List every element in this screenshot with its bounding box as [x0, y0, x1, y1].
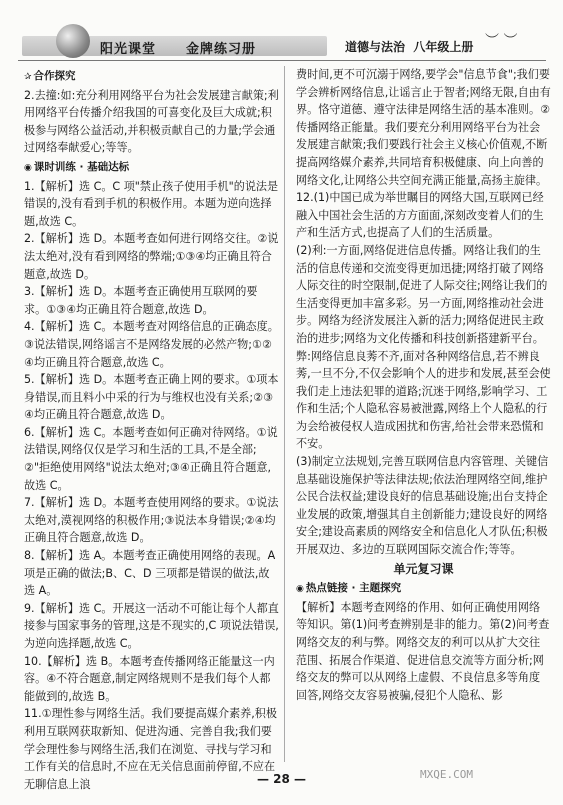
- birds-icon: ︶ ︶: [485, 33, 518, 49]
- page-number: — 28 —: [256, 772, 307, 786]
- section-label: 热点链接 · 主题探究: [305, 582, 402, 595]
- section-label: 课时训练 · 基础达标: [33, 160, 130, 173]
- answer-7: 7.【解析】选 D。本题考查使用网络的要求。①说法太绝对,漠视网络的积极作用;③说法本身错误;②④均正确且符合题意,故选 D。: [24, 496, 279, 545]
- answer-12-part1: 12.(1)中国已成为举世瞩目的网络大国,互联网已经融入中国社会生活的方方面面,深刻改变着人们的生产和生活方式,也提高了人们的生活质量。: [296, 191, 544, 240]
- book-title: 金牌练习册: [186, 42, 257, 57]
- answer-6: 6.【解析】选 C。本题考查如何正确对待网络。①说法错误,网络仅仅是学习和生活的工具,不是全部;②"拒绝使用网络"说法太绝对;③④正确且符合题意,故选 C。: [24, 425, 278, 492]
- star-icon: ✰: [24, 72, 32, 82]
- paragraph-continued: 费时间,更不可沉溺于网络,要学会"信息节食";我们要学会辨析网络信息,让谣言止于智者;网络无限,自由有界。恪守道德、遵守法律是网络生活的基本准则。②传播网络正能量。我们要充分利用网络平台为社会发展建言献策;我们要践行社会主义核心价值观,不断提高网络媒介素养,共同培育积极健康、向上向善的网络文化,让网络公共空间充满正能量,高扬主旋律。: [296, 68, 551, 187]
- section-heading-cooperation: [24, 68, 279, 87]
- right-column: [296, 66, 551, 704]
- column-divider: [284, 66, 285, 762]
- answer-1: 1.【解析】选 C。C 项"禁止孩子使用手机"的说法是错误的,没有看到手机的积极作用。本题为逆向选择题,故选 C。: [24, 179, 279, 228]
- page-header: [0, 0, 563, 62]
- answer-12-part2: (2)利:一方面,网络促进信息传播。网络让我们的生活的信息传递和交流变得更加迅捷;网络打破了网络人际交往的时空限制,促进了人际交往;网络让我们的生活变得更加丰富多彩。另一方面,网络推动社会进步。网络为经济发展注入新的活力;网络促进民主政治的进步;网络为文化传播和科技创新搭建新平台。弊:网络信息良莠不齐,面对各种网络信息,若不辨良莠,一旦不分,不仅会影响个人的进步和发展,甚至会使我们走上违法犯罪的道路;沉迷于网络,影响学习、工作和生活;个人隐私容易被泄露,网络上个人隐私的行为会给被侵权人造成困扰和伤害,给社会带来恐慌和不安。: [296, 243, 551, 451]
- answer-10: 10.【解析】选 B。本题考查传播网络正能量这一内容。④不符合题意,制定网络规则不是我们每个人都能做到的,故选 B。: [24, 654, 275, 703]
- unit-review-title: 单元复习课: [393, 561, 454, 576]
- brand-title: 阳光课堂: [100, 42, 157, 57]
- section-label: 合作探究: [33, 70, 76, 82]
- review-analysis: 【解析】本题考查网络的作用、如何正确使用网络等知识。第(1)问考查辨别是非的能力。第(2)问考查网络交友的利与弊。网络交友的利可以从扩大交往范围、拓展合作渠道、促进信息交流等方面分析;网络交友的弊可以从网络上虚假、不良信息多等角度回答,网络交友容易被骗,侵犯个人隐私、影: [296, 600, 550, 702]
- globe-logo-icon: [56, 24, 90, 58]
- left-column: [24, 66, 279, 793]
- badge-icon: ◉: [24, 162, 32, 173]
- answer-5: 5.【解析】选 D。本题考查正确上网的要求。①项本身错误,而且料小中采的行为与维权也没有关系;②③④均正确且符合题意,故选 D。: [24, 373, 279, 422]
- watermark-text: MXQE.COM: [420, 768, 473, 781]
- answer-12-part3: (3)制定立法规划,完善互联网信息内容管理、关键信息基础设施保护等法律法规;依法治理网络空间,维护公民合法权益;建设良好的信息基础设施;出台支持企业发展的政策,增强其自主创新能力;建设良好的网络安全;建设高素质的网络安全和信息化人才队伍;积极开展双边、多边的互联网国际交流合作;等等。: [296, 455, 549, 557]
- section-heading-basic: [24, 159, 279, 178]
- paragraph: 2.去撞:如:充分利用网络平台为社会发展建言献策;利用网络平台传播介绍我国的可喜变化及巨大成就;积极参与网络公益活动,并积极贡献自己的力量;学会通过网络奉献爱心;等等。: [24, 88, 279, 155]
- answer-4: 4.【解析】选 C。本题考查对网络信息的正确态度。③说法错误,网络谣言不是网络发展的必然产物;①②④均正确且符合题意,故选 C。: [24, 320, 279, 369]
- subject-label: [345, 38, 473, 55]
- badge-icon: ◉: [296, 584, 304, 595]
- subject-name: 道德与法治: [345, 40, 406, 54]
- answer-9: 9.【解析】选 C。开展这一活动不可能让每个人都直接参与国家事务的管理,这是不现实的,C 项说法错误,为逆向选择题,故选 C。: [24, 601, 279, 650]
- answer-11: 11.①理性参与网络生活。我们要提高媒介素养,积极利用互联网获取新知、促进沟通、完善自我;我们要学会理性参与网络生活,我们在浏览、寻找与学习和工作有关的信息时,不应在无关信息面前停留,不应在无聊信息上浪: [24, 707, 277, 791]
- header-rule: [18, 60, 546, 61]
- answer-3: 3.【解析】选 D。本题考查正确使用互联网的要求。①③④均正确且符合题意,故选 D。: [24, 285, 258, 316]
- answer-2: 2.【解析】选 D。本题考查如何进行网络交往。②说法太绝对,没有看到网络的弊端;①③④均正确且符合题意,故选 D。: [24, 232, 279, 281]
- section-heading-hotspot: [296, 580, 551, 599]
- answer-8: 8.【解析】选 A。本题考查正确使用网络的表现。A 项是正确的做法;B、C、D 三项都是错误的做法,故选 A。: [24, 549, 276, 598]
- grade-name: 八年级上册: [413, 40, 474, 54]
